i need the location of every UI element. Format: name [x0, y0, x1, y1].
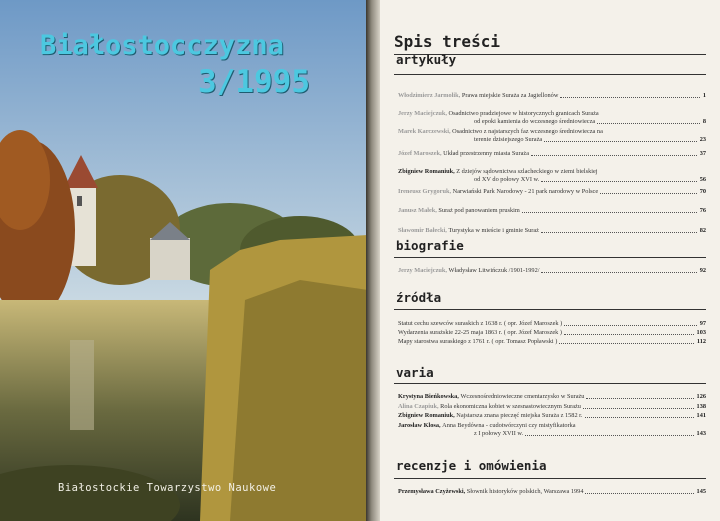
toc-entry-author: Alina Czapiuk,	[398, 403, 441, 410]
dot-leader	[564, 334, 694, 335]
toc-entry-author: Przemysława Czyżewski,	[398, 488, 467, 495]
dot-leader	[544, 141, 697, 142]
toc-entry-title: Władysław Litwińczuk /1901-1992/	[448, 267, 540, 274]
cover-publisher: Białostockie Towarzystwo Naukowe	[58, 482, 277, 494]
toc-entry-author: Sławomir Bałecki,	[398, 227, 449, 234]
toc-entry-author: Jarosław Klosa,	[398, 422, 443, 429]
toc-entry[interactable]	[380, 412, 706, 420]
dot-leader	[559, 343, 694, 344]
toc-entry[interactable]	[380, 92, 706, 100]
dot-leader	[600, 193, 697, 194]
book-spine	[366, 0, 380, 521]
toc-entry-page: 112	[696, 338, 706, 345]
toc-entry-title: z I połowy XVII w.	[474, 430, 524, 438]
dot-leader	[564, 325, 697, 326]
toc-entry-title: terenie dzisiejszego Suraża	[474, 136, 543, 144]
dot-leader	[541, 272, 697, 273]
toc-entry-author: Józef Maroszek,	[398, 150, 444, 157]
dot-leader	[531, 155, 697, 156]
toc-entry-author: Krystyna Bieńkowska,	[398, 393, 461, 400]
section-rule	[394, 309, 706, 310]
section-heading: varia	[396, 365, 434, 380]
toc-entry-title: Anna Beydówna - cudotwórczyni czy mistyfikatorka	[442, 422, 576, 429]
toc-entry-page: 126	[696, 393, 706, 400]
dot-leader	[586, 398, 694, 399]
dot-leader	[522, 212, 697, 213]
toc-entry[interactable]	[380, 168, 706, 185]
cover-title: Białostocczyzna	[40, 30, 284, 61]
toc-entry-page: 141	[696, 412, 706, 419]
toc-entry[interactable]	[380, 422, 706, 439]
toc-entry-author: Jerzy Maciejczuk,	[398, 267, 449, 274]
toc-entry-author: Marek Karczewski,	[398, 128, 453, 135]
dot-leader	[541, 232, 697, 233]
toc-entry-title: Z dziejów sądownictwa szlacheckiego w ziemi bielskiej	[456, 168, 598, 175]
dot-leader	[583, 408, 694, 409]
toc-entry-title: Mapy starostwa suraskiego z 1761 r. ( opr. Tomasz Popławski )	[398, 338, 558, 345]
toc-entry-title: od XV do połowy XVI w.	[474, 176, 540, 184]
section-rule	[394, 257, 706, 258]
section-rule	[394, 74, 706, 75]
toc-entry-title: Statut cechu szewców suraskich z 1638 r. ( opr. Józef Maroszek )	[398, 320, 563, 327]
toc-entry-title: Suraż pod panowaniem pruskim	[438, 207, 520, 214]
toc-entry[interactable]	[380, 267, 706, 275]
toc-entry-page: 56	[699, 176, 706, 184]
toc-entry[interactable]	[380, 488, 706, 496]
toc-entry-title: Narwiański Park Narodowy - 21 park narodowy w Polsce	[452, 188, 599, 195]
toc-entry-page: 97	[699, 320, 706, 327]
toc-entry-title: od epoki kamienia do wczesnego średniowiecza	[474, 118, 596, 126]
toc-entry-title: Słownik historyków polskich, Warszawa 1994	[466, 488, 584, 495]
toc-entry-author: Zbigniew Romaniuk,	[398, 168, 457, 175]
toc-entry[interactable]	[380, 320, 706, 328]
section-rule	[394, 478, 706, 479]
section-heading: artykuły	[396, 52, 457, 67]
toc-entry-author: Ireneusz Grygoruk,	[398, 188, 453, 195]
cover-issue-number: 3/1995	[198, 64, 310, 100]
toc-entry-page: 82	[699, 227, 706, 234]
toc-entry-page: 8	[702, 118, 706, 126]
toc-entry[interactable]	[380, 403, 706, 411]
toc-entry-author: Jerzy Maciejczuk,	[398, 110, 449, 117]
dot-leader	[597, 123, 700, 124]
toc-entry-page: 1	[702, 92, 706, 99]
toc-entry[interactable]	[380, 329, 706, 337]
toc-entry[interactable]	[380, 110, 706, 127]
toc-entry-page: 23	[699, 136, 706, 144]
toc-entry-author: Włodzimierz Jarmolik,	[398, 92, 462, 99]
section-heading: źródła	[396, 290, 442, 305]
toc-entry-title: Prawa miejskie Suraża za Jagiellonów	[461, 92, 559, 99]
dot-leader	[585, 493, 694, 494]
toc-entry[interactable]	[380, 188, 706, 196]
toc-entry-title: Rola ekonomiczna kobiet w szesnastowiecznym Surażu	[440, 403, 581, 410]
toc-entry-page: 145	[696, 488, 706, 495]
contents-page	[380, 0, 720, 521]
toc-entry-page: 70	[699, 188, 706, 195]
toc-entry[interactable]	[380, 227, 706, 235]
section-heading: biografie	[396, 238, 464, 253]
toc-entry[interactable]	[380, 207, 706, 215]
toc-entry[interactable]	[380, 128, 706, 145]
toc-entry[interactable]	[380, 393, 706, 401]
toc-entry-title: Turystyka w mieście i gminie Suraż	[448, 227, 539, 234]
toc-entry-page: 143	[696, 430, 706, 438]
section-rule	[394, 383, 706, 384]
toc-entry-title: Wczesnośredniowieczne cmentarzysko w Surażu	[460, 393, 585, 400]
toc-entry-title: Osadnictwo pradziejowe w historycznych granicach Suraża	[448, 110, 599, 117]
toc-entry[interactable]	[380, 150, 706, 158]
toc-entry-page: 76	[699, 207, 706, 214]
dot-leader	[525, 435, 694, 436]
toc-entry-page: 92	[699, 267, 706, 274]
dot-leader	[585, 417, 694, 418]
toc-entry[interactable]	[380, 338, 706, 346]
toc-entry-author: Zbigniew Romaniuk,	[398, 412, 457, 419]
contents-title: Spis treści	[394, 32, 500, 51]
toc-entry-page: 37	[699, 150, 706, 157]
toc-entry-author: Janusz Małek,	[398, 207, 439, 214]
toc-entry-title: Układ przestrzenny miasta Suraża	[443, 150, 530, 157]
toc-entry-title: Najstarsza znana pieczęć miejska Suraża z 1582 r.	[456, 412, 583, 419]
toc-entry-title: Osadnictwo z najstarszych faz wczesnego średniowiecza na	[452, 128, 603, 135]
toc-entry-page: 103	[696, 329, 706, 336]
toc-entry-page: 138	[696, 403, 706, 410]
toc-entry-title: Wydarzenia surażskie 22-25 maja 1863 r. ( opr. Józef Maroszek )	[398, 329, 562, 336]
dot-leader	[560, 97, 700, 98]
dot-leader	[541, 181, 697, 182]
section-heading: recenzje i omówienia	[396, 458, 547, 473]
